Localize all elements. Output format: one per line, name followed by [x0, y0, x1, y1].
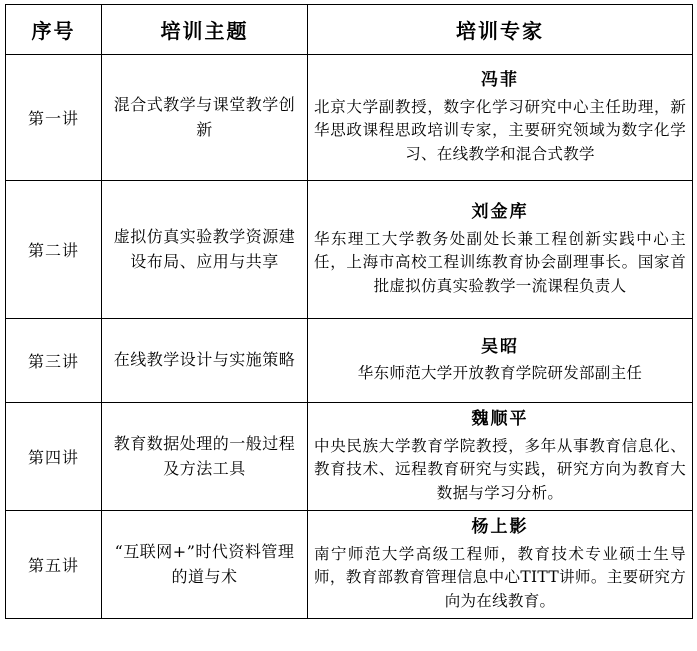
session-expert [308, 55, 693, 181]
training-schedule-container [0, 4, 697, 651]
expert-description: 华东理工大学教务处副处长兼工程创新实践中心主任，上海市高校工程训练教育协会副理事长。国家首批虚拟仿真实验教学一流课程负责人 [314, 229, 686, 296]
expert-name: 杨上影 [471, 517, 529, 538]
session-index: 第一讲 [6, 55, 102, 181]
training-schedule-table [5, 4, 693, 619]
column-header-topic: 培训主题 [102, 5, 308, 55]
session-topic: 混合式教学与课堂教学创新 [102, 55, 308, 181]
session-topic: 虚拟仿真实验教学资源建设布局、应用与共享 [102, 181, 308, 319]
session-index: 第二讲 [6, 181, 102, 319]
expert-name: 刘金库 [471, 202, 529, 223]
expert-description: 中央民族大学教育学院教授，多年从事教育信息化、教育技术、远程教育研究与实践，研究方向为教育大数据与学习分析。 [314, 436, 686, 503]
column-header-index: 序号 [6, 5, 102, 55]
table-row [6, 55, 693, 181]
table-row [6, 511, 693, 619]
session-expert [308, 319, 693, 403]
table-header-row [6, 5, 693, 55]
session-index: 第四讲 [6, 403, 102, 511]
table-row [6, 403, 693, 511]
table-body [6, 55, 693, 619]
session-expert [308, 403, 693, 511]
table-header [6, 5, 693, 55]
session-index: 第三讲 [6, 319, 102, 403]
expert-name: 吴昭 [481, 336, 519, 357]
column-header-expert: 培训专家 [308, 5, 693, 55]
expert-description: 北京大学副教授，数字化学习研究中心主任助理，新华思政课程思政培训专家，主要研究领域为数字化学习、在线教学和混合式教学 [314, 97, 686, 164]
expert-name: 冯菲 [481, 70, 519, 91]
session-topic: 在线教学设计与实施策略 [102, 319, 308, 403]
expert-description: 南宁师范大学高级工程师，教育技术专业硕士生导师，教育部教育管理信息中心TITT讲师。主要研究方向为在线教育。 [314, 544, 686, 611]
table-row [6, 181, 693, 319]
session-topic: 教育数据处理的一般过程及方法工具 [102, 403, 308, 511]
expert-description: 华东师范大学开放教育学院研发部副主任 [357, 364, 643, 383]
session-expert [308, 181, 693, 319]
session-topic: “互联网+”时代资料管理的道与术 [102, 511, 308, 619]
expert-name: 魏顺平 [471, 409, 529, 430]
session-expert [308, 511, 693, 619]
table-row [6, 319, 693, 403]
session-index: 第五讲 [6, 511, 102, 619]
